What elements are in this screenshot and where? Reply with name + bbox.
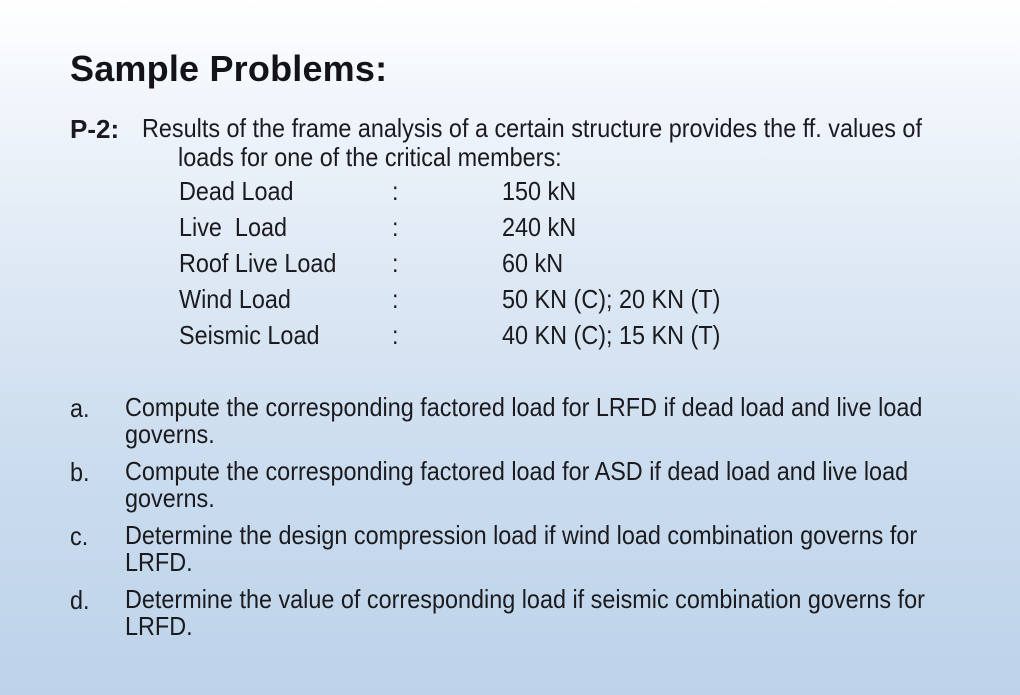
load-value: 150 kN (502, 176, 577, 206)
question-line2: LRFD. (125, 547, 193, 577)
load-row (179, 281, 879, 317)
load-name: Live Load (179, 212, 287, 242)
question-item (70, 394, 1010, 458)
question-line1: Compute the corresponding factored load for LRFD if dead load and live load (125, 392, 923, 422)
question-line1: Determine the value of corresponding load if seismic combination governs for (125, 584, 925, 614)
question-line2: LRFD. (125, 611, 193, 641)
load-colon: : (392, 176, 399, 206)
load-colon: : (392, 284, 399, 314)
question-text (125, 522, 1007, 576)
question-line1: Compute the corresponding factored load for ASD if dead load and live load (125, 456, 909, 486)
question-item (70, 586, 1010, 650)
load-name: Roof Live Load (179, 248, 337, 278)
questions-list (70, 394, 1010, 650)
question-text (125, 458, 1007, 512)
load-value: 40 KN (C); 15 KN (T) (502, 320, 721, 350)
question-text (125, 394, 1007, 448)
problem-text-line2: loads for one of the critical members: (178, 142, 562, 172)
problem-statement (142, 114, 925, 172)
question-line2: governs. (125, 483, 215, 513)
load-colon: : (392, 212, 399, 242)
question-label: a. (70, 393, 90, 423)
load-name: Dead Load (179, 176, 294, 206)
load-name: Wind Load (179, 284, 291, 314)
question-text (125, 586, 1007, 640)
question-item (70, 522, 1010, 586)
question-line1: Determine the design compression load if wind load combination governs for (125, 520, 918, 550)
load-row (179, 173, 879, 209)
load-value: 50 KN (C); 20 KN (T) (502, 284, 721, 314)
loads-table (179, 173, 879, 353)
question-item (70, 458, 1010, 522)
load-name: Seismic Load (179, 320, 320, 350)
load-colon: : (392, 248, 399, 278)
problem-number: P-2: (70, 114, 120, 144)
question-label: c. (70, 521, 89, 551)
problem-text-line1: Results of the frame analysis of a certain structure provides the ff. values of (142, 113, 922, 143)
question-label: b. (70, 457, 90, 487)
load-value: 60 kN (502, 248, 564, 278)
question-line2: governs. (125, 419, 215, 449)
load-value: 240 kN (502, 212, 577, 242)
load-row (179, 317, 879, 353)
load-row (179, 245, 879, 281)
page-title: Sample Problems: (70, 48, 388, 89)
question-label: d. (70, 585, 90, 615)
load-colon: : (392, 320, 399, 350)
load-row (179, 209, 879, 245)
